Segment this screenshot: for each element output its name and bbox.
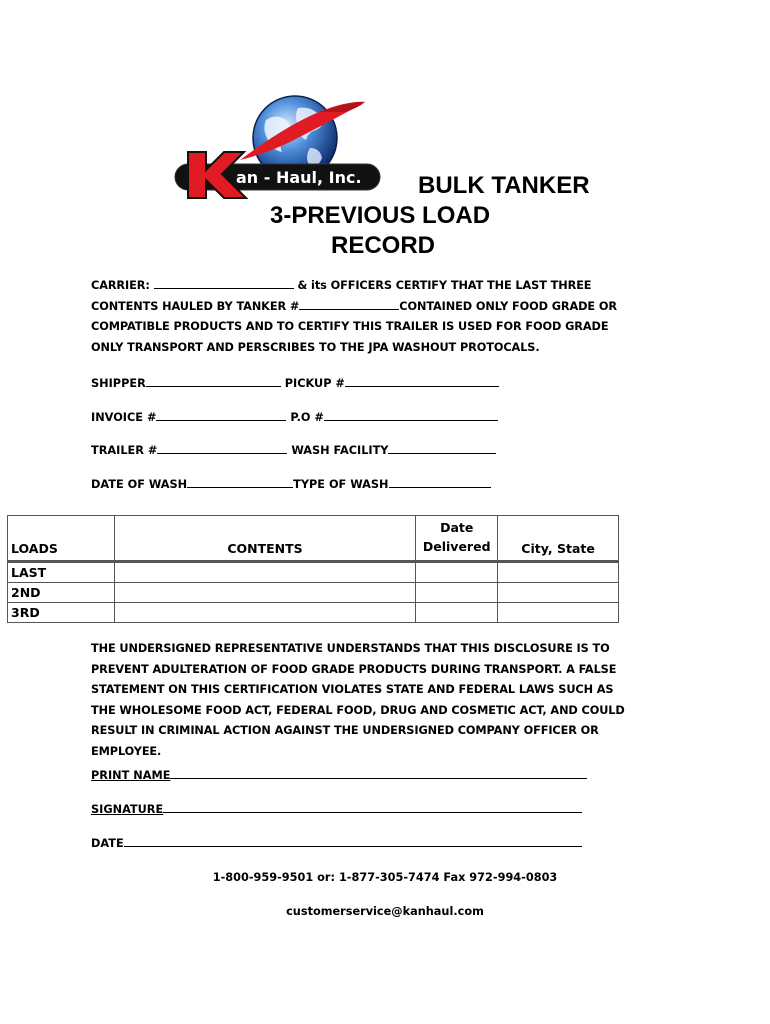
trailer-row <box>91 441 496 459</box>
header-loads: LOADS <box>8 516 115 562</box>
pickup-label: PICKUP # <box>284 377 345 390</box>
pickup-input[interactable] <box>345 374 499 387</box>
loads-table <box>7 515 619 623</box>
table-row <box>8 562 619 583</box>
disclosure-line-5: RESULT IN CRIMINAL ACTION AGAINST THE UNDERSIGNED COMPANY OFFICER OR <box>91 724 599 738</box>
print-name-input[interactable] <box>170 766 587 779</box>
title-line-1: BULK TANKER <box>418 172 590 199</box>
header-contents: CONTENTS <box>114 516 415 562</box>
title-line-3: RECORD <box>331 232 436 259</box>
table-row <box>8 603 619 623</box>
title-line-2: 3-PREVIOUS LOAD <box>270 202 491 229</box>
certification-paragraph <box>91 276 711 358</box>
certification-line-3: COMPATIBLE PRODUCTS AND TO CERTIFY THIS TRAILER IS USED FOR FOOD GRADE <box>91 320 609 334</box>
invoice-row <box>91 408 498 426</box>
invoice-input[interactable] <box>156 408 286 421</box>
po-input[interactable] <box>324 408 498 421</box>
food-grade-text: CONTAINED ONLY FOOD GRADE OR <box>399 299 617 313</box>
certification-line-4: ONLY TRANSPORT AND PERSCRIBES TO THE JPA WASHOUT PROTOCALS. <box>91 340 540 354</box>
signature-label: SIGNATURE <box>91 803 164 816</box>
date-of-wash-input[interactable] <box>187 475 293 488</box>
load-label-3rd: 3RD <box>8 603 115 623</box>
contact-phones: 1-800-959-9501 or: 1-877-305-7474 Fax 972-994-0803 <box>212 871 558 884</box>
kan-haul-logo <box>170 90 385 200</box>
contents-cell-2nd[interactable] <box>114 583 415 603</box>
date-cell-last[interactable] <box>416 562 498 583</box>
disclosure-line-2: PREVENT ADULTERATION OF FOOD GRADE PRODUCTS DURING TRANSPORT. A FALSE <box>91 662 617 676</box>
invoice-label: INVOICE # <box>91 411 157 424</box>
contact-email: customerservice@kanhaul.com <box>286 905 484 918</box>
trailer-label: TRAILER # <box>91 444 158 457</box>
date-cell-2nd[interactable] <box>416 583 498 603</box>
trailer-input[interactable] <box>157 441 287 454</box>
print-name-row <box>91 766 587 784</box>
contents-cell-last[interactable] <box>114 562 415 583</box>
shipper-input[interactable] <box>146 374 281 387</box>
disclosure-line-1: THE UNDERSIGNED REPRESENTATIVE UNDERSTANDS THAT THIS DISCLOSURE IS TO <box>91 642 610 655</box>
disclosure-line-6: EMPLOYEE. <box>91 744 162 758</box>
signature-input[interactable] <box>163 800 582 813</box>
load-label-2nd: 2ND <box>8 583 115 603</box>
certify-text: & its OFFICERS CERTIFY THAT THE LAST THREE <box>297 279 592 292</box>
wash-facility-label: WASH FACILITY <box>291 444 389 457</box>
print-name-label: PRINT NAME <box>91 769 171 782</box>
tanker-number-input[interactable] <box>299 297 399 310</box>
load-label-last: LAST <box>8 562 115 583</box>
date-input[interactable] <box>124 834 582 847</box>
table-row <box>8 583 619 603</box>
type-of-wash-label: TYPE OF WASH <box>293 478 389 491</box>
carrier-input[interactable] <box>154 276 294 289</box>
city-state-cell-last[interactable] <box>498 562 619 583</box>
disclosure-line-4: THE WHOLESOME FOOD ACT, FEDERAL FOOD, DRUG AND COSMETIC ACT, AND COULD <box>91 703 625 717</box>
logo-company-text: an - Haul, Inc. <box>236 168 362 187</box>
header-date-line-1: Date <box>440 520 474 535</box>
shipper-row <box>91 374 499 392</box>
wash-facility-input[interactable] <box>388 441 496 454</box>
date-row <box>91 834 582 852</box>
wash-row <box>91 475 491 493</box>
carrier-label: CARRIER: <box>91 279 150 292</box>
date-label: DATE <box>91 837 124 850</box>
signature-row <box>91 800 582 818</box>
city-state-cell-3rd[interactable] <box>498 603 619 623</box>
disclosure-line-3: STATEMENT ON THIS CERTIFICATION VIOLATES STATE AND FEDERAL LAWS SUCH AS <box>91 683 614 697</box>
header-date-line-2: Delivered <box>422 539 491 554</box>
date-cell-3rd[interactable] <box>416 603 498 623</box>
tanker-label: CONTENTS HAULED BY TANKER # <box>91 299 300 313</box>
table-header-row <box>8 516 619 562</box>
contents-cell-3rd[interactable] <box>114 603 415 623</box>
date-of-wash-label: DATE OF WASH <box>91 478 188 491</box>
shipper-label: SHIPPER <box>91 377 146 390</box>
header-date-delivered <box>416 516 498 562</box>
city-state-cell-2nd[interactable] <box>498 583 619 603</box>
header-city-state: City, State <box>498 516 619 562</box>
po-label: P.O # <box>290 411 324 424</box>
disclosure-paragraph <box>91 639 731 763</box>
type-of-wash-input[interactable] <box>389 475 491 488</box>
